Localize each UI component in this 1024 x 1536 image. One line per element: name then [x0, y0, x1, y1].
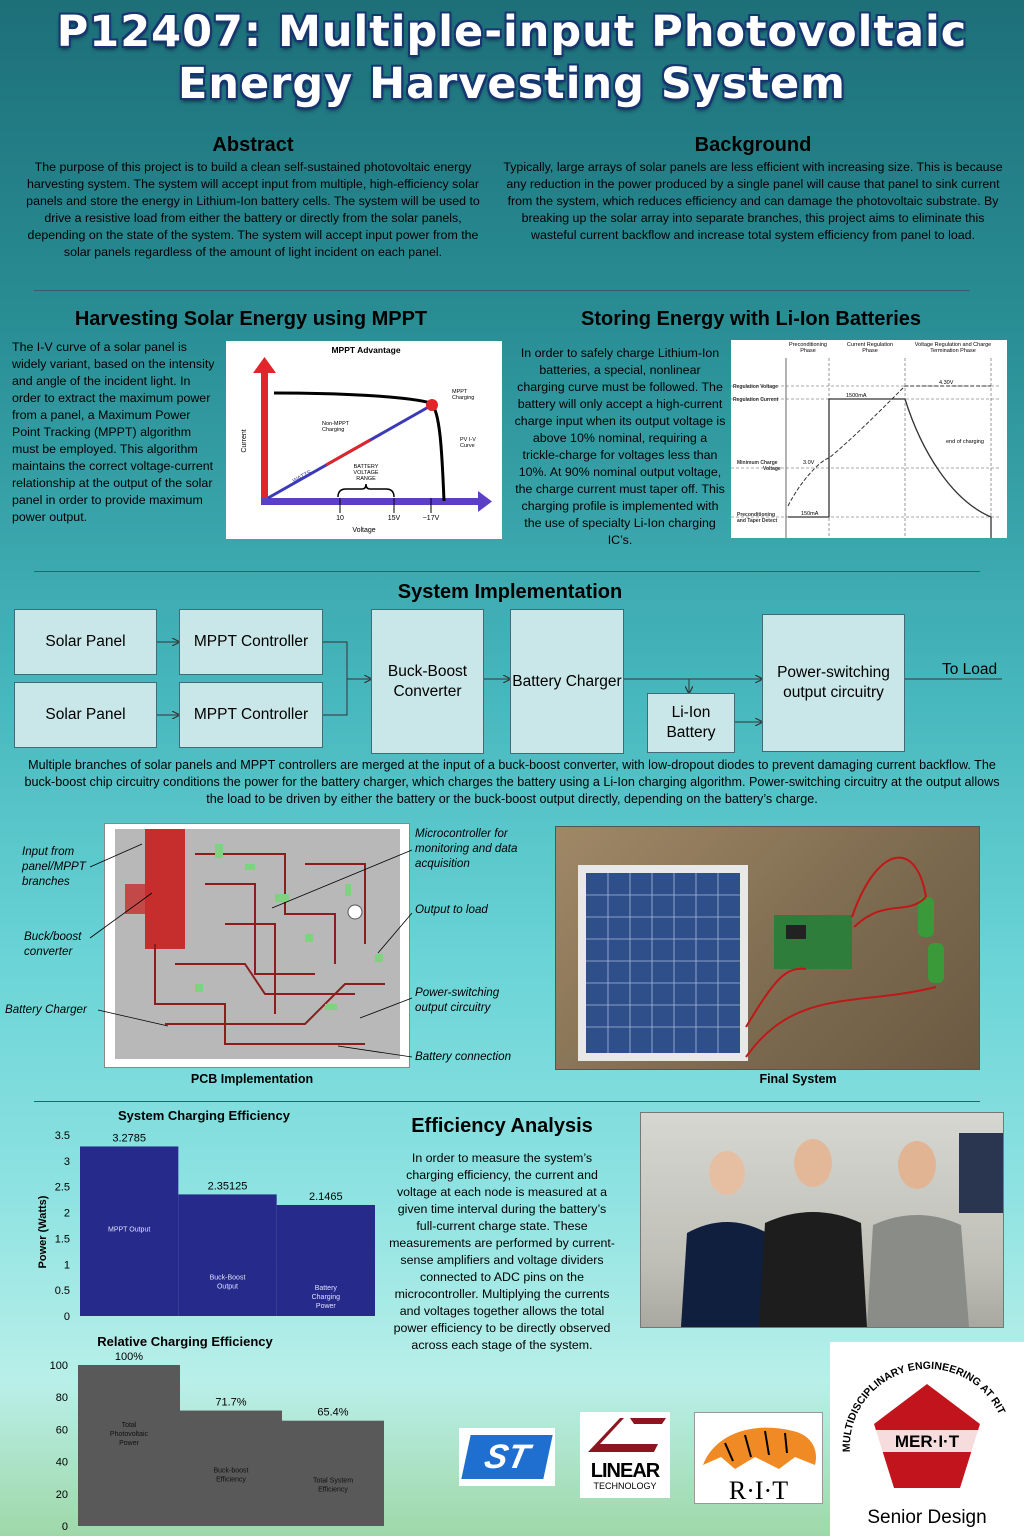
linear-text: LINEAR — [590, 1460, 660, 1482]
background-heading: Background — [694, 134, 812, 156]
final-system-photo — [555, 826, 980, 1070]
annotation-battery: Battery connection — [415, 1050, 512, 1063]
bar-value-label: 2.35125 — [207, 1180, 248, 1193]
non-mppt-label: Non-MPPT Charging — [322, 421, 350, 433]
y-tick-label: 80 — [55, 1392, 68, 1405]
senior-design-text: Senior Design — [867, 1507, 987, 1528]
row-regulation-voltage: Regulation Voltage — [733, 384, 778, 390]
annotation-buck: Buck/boost converter — [24, 930, 82, 958]
chart1-ylabel: Power (Watts) — [37, 1195, 49, 1269]
category-label: Battery Charging Power — [311, 1284, 341, 1310]
bar-value-label: 2.1465 — [309, 1190, 343, 1203]
annotation-input: Input from panel/MPPT branches — [22, 845, 86, 888]
solar-panel-box-1: Solar Panel — [14, 609, 157, 675]
system-charging-efficiency-chart — [14, 1104, 394, 1326]
annotation-switching: Power-switching output circuitry — [415, 986, 500, 1014]
pcb-caption: PCB Implementation — [190, 1072, 314, 1086]
st-logo-text: ST — [461, 1435, 552, 1479]
relative-charging-efficiency-chart — [14, 1330, 394, 1536]
bar-value-label: 65.4% — [317, 1406, 349, 1419]
bar-value-label: 71.7% — [215, 1396, 247, 1409]
y-tick-label: 1 — [63, 1259, 70, 1272]
bar-value-label: 100% — [114, 1351, 144, 1363]
bar-value-label: 3.2785 — [112, 1132, 146, 1145]
annotation-output: Output to load — [415, 903, 488, 916]
label-end-of-charging: end of charging — [946, 439, 984, 445]
merit-text: MER·I·T — [894, 1432, 960, 1451]
battery-charger-box: Battery Charger — [510, 609, 624, 754]
divider — [34, 571, 980, 572]
bar — [282, 1421, 384, 1526]
category-label: Buck-boost Efficiency — [213, 1467, 249, 1484]
annotation-charger: Battery Charger — [5, 1003, 87, 1016]
title-line-2: Energy Harvesting System — [178, 59, 846, 109]
merit-arc-text: MULTIDISCIPLINARY ENGINEERING AT RIT — [840, 1359, 1008, 1453]
mppt-text: The I-V curve of a solar panel is widely variant, based on the intensity and angle of the incident light. In order to extract the maximum power from a panel, a Maximum Power Point Tracking (MPPT) algorithm must be employed. This algorithm maintains the correct voltage-current relationship at the output of the solar panel in order to provide maximum power output. — [12, 340, 215, 524]
mppt-charging-label: MPPT Charging — [452, 389, 475, 401]
pv-curve-label: PV I-V Curve — [460, 437, 476, 449]
background-text: Typically, large arrays of solar panels are less efficient with increasing size. This is because any reduction in the power produced by a single panel will cause that panel to sink current from the system, which reduces efficiency and can damage the photovoltaic substrate. By breaking up the solar array into separate branches, this project aims to eliminate this wasteful current backflow and increase total system efficiency from panel to load. — [503, 160, 1003, 242]
storage-text: In order to safely charge Lithium-Ion batteries, a special, nonlinear charging curve must be followed. The battery will only accept a high-current charge input when its output voltage is above 10% nominal, requiring a trickle-charge for voltages less than 10%. At 90% nominal output voltage, the charge current must taper off. This charging profile is implemented with the use of specialty Li-Ion charging IC’s. — [514, 346, 726, 547]
row-regulation-current: Regulation Current — [733, 397, 779, 403]
chart1-title: System Charging Efficiency — [118, 1108, 290, 1123]
divider — [34, 290, 970, 291]
rit-text: R·I·T — [728, 1476, 789, 1505]
linear-sub-text: TECHNOLOGY — [593, 1481, 657, 1491]
label-150ma: 150mA — [801, 511, 819, 517]
storage-heading: Storing Energy with Li-Ion Batteries — [580, 308, 922, 330]
divider — [34, 1101, 980, 1102]
row-minimum-voltage: Minimum Charge Voltage — [737, 460, 781, 472]
y-tick-label: 1.5 — [54, 1233, 70, 1246]
system-text: Multiple branches of solar panels and MPPT controllers are merged at the input of a buck-boost converter, with low-dropout diodes to prevent damaging current backflow. The buck-boost chip circuitry conditions the power for the battery charger, which charges the battery using a Li-Ion charging algorithm. Power-switching circuitry at the output allows the load to be driven by either the battery or the buck-boost output directly, depending on the battery’s charge. — [24, 758, 1000, 806]
current-axis-label: Current — [241, 429, 248, 453]
phase-current-regulation: Current Regulation Phase — [846, 342, 894, 354]
solar-panel-box-2: Solar Panel — [14, 682, 157, 748]
mppt-controller-box-1: MPPT Controller — [179, 609, 323, 675]
annotation-micro: Microcontroller for monitoring and data acquisition — [415, 827, 518, 870]
y-tick-label: 0.5 — [54, 1285, 70, 1298]
tick-17v: ~17V — [422, 515, 440, 522]
background-section — [502, 134, 1004, 244]
abstract-section — [24, 134, 482, 261]
rit-logo — [694, 1412, 823, 1504]
buck-boost-box: Buck-Boost Converter — [371, 609, 484, 754]
efficiency-section — [388, 1115, 616, 1354]
phase-voltage-regulation: Voltage Regulation and Charge Termination Phase — [914, 342, 992, 354]
mppt-heading: Harvesting Solar Energy using MPPT — [74, 308, 428, 330]
mppt-figure — [226, 341, 502, 539]
tick-15v: 15V — [387, 515, 401, 522]
y-tick-label: 0 — [63, 1311, 70, 1323]
voltage-axis-label: Voltage — [352, 527, 376, 534]
phase-precondition: Preconditioning Phase — [789, 342, 827, 354]
mppt-figure-title: MPPT Advantage — [331, 345, 401, 355]
linear-technology-logo — [580, 1412, 670, 1498]
efficiency-text: In order to measure the system’s charging efficiency, the current and voltage at each node is measured at a given time interval during the battery’s full-current charge state. These measurements are performed by current-sense amplifiers and voltage dividers connected to ADC pins on the microcontroller. Multiplying the currents and voltages together allows the total power efficiency to be directly observed across each stage of the system. — [389, 1151, 615, 1352]
category-label: Total System Efficiency — [312, 1477, 354, 1494]
st-logo — [459, 1428, 555, 1486]
y-tick-label: 2.5 — [54, 1181, 70, 1194]
y-tick-label: 2 — [63, 1207, 70, 1220]
y-tick-label: 3.5 — [54, 1130, 70, 1142]
y-tick-label: 20 — [55, 1488, 68, 1501]
battery-range-label: BATTERY VOLTAGE RANGE — [353, 464, 379, 482]
y-tick-label: 60 — [55, 1424, 68, 1437]
charge-profile-figure — [731, 340, 1007, 538]
y-tick-label: 0 — [61, 1521, 68, 1533]
team-photo — [640, 1112, 1004, 1328]
label-3-0v: 3.0V — [803, 460, 815, 466]
mppt-controller-box-2: MPPT Controller — [179, 682, 323, 748]
y-tick-label: 100 — [49, 1360, 68, 1372]
category-label: Total Photovoltaic Power — [109, 1422, 149, 1447]
chart2-title: Relative Charging Efficiency — [97, 1334, 273, 1349]
category-label: MPPT Output — [108, 1226, 151, 1234]
li-ion-battery-box: Li-Ion Battery — [647, 693, 735, 753]
y-tick-label: 40 — [55, 1456, 68, 1469]
final-caption: Final System — [759, 1072, 837, 1086]
y-tick-label: 3 — [63, 1155, 70, 1168]
abstract-heading: Abstract — [212, 134, 294, 156]
power-switching-box: Power-switching output circuitry — [762, 614, 905, 752]
poster-title — [0, 6, 1024, 110]
watts-label: WATTS — [292, 469, 313, 485]
abstract-text: The purpose of this project is to build a clean self-sustained photovoltaic energy harvesting system. The system will accept input from multiple, high-efficiency solar panels and store the energy in Lithium-Ion battery cells. The system will be used to drive a resistive load from either the battery or directly from the solar panels, depending on the state of the system. The system will accept input power from the solar panels regardless of the amount of light incident on each panel. — [26, 160, 480, 259]
title-line-1: P12407: Multiple-input Photovoltaic — [56, 7, 968, 57]
merit-senior-design-logo — [830, 1342, 1024, 1536]
system-heading: System Implementation — [397, 581, 623, 603]
efficiency-heading: Efficiency Analysis — [411, 1115, 593, 1137]
row-precondition-taper: Preconditioning and Taper Detect — [737, 512, 778, 524]
category-label: Buck-Boost Output — [209, 1274, 246, 1291]
bar — [178, 1194, 276, 1316]
label-1500ma: 1500mA — [846, 393, 867, 399]
to-load-label: To Load — [942, 661, 998, 678]
tick-10: 10 — [336, 515, 344, 522]
label-4-30v: 4.30V — [939, 380, 954, 386]
